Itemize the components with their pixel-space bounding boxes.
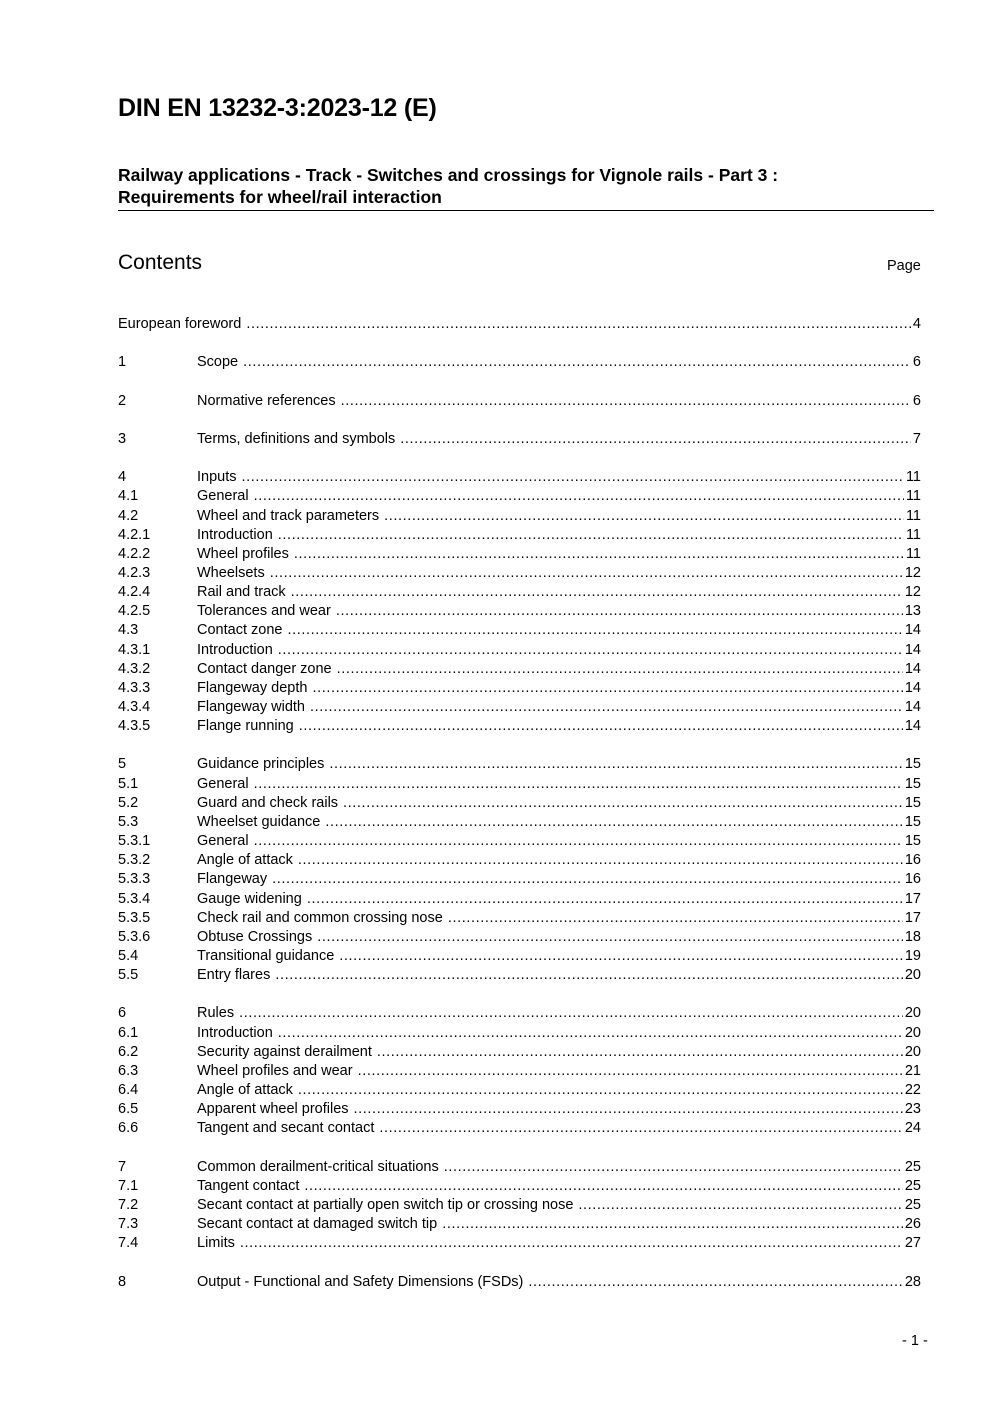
toc-entry-number: 6.2 — [118, 1043, 139, 1060]
toc-entry[interactable] — [118, 851, 921, 870]
toc-entry[interactable] — [118, 1234, 921, 1253]
toc-entry-title: Angle of attack — [197, 852, 293, 869]
toc-entry-number: 4.2.4 — [118, 584, 151, 601]
toc-entry-number: 5.3.4 — [118, 890, 151, 907]
toc-entry-page: 17 — [904, 890, 921, 907]
toc-entry[interactable] — [118, 890, 921, 909]
toc-entry[interactable] — [118, 430, 921, 449]
toc-entry-number: 7.2 — [118, 1196, 139, 1213]
toc-entry-title: Tangent contact — [197, 1177, 300, 1194]
page-number: - 1 - — [902, 1333, 928, 1349]
toc-dot-leader — [384, 507, 904, 526]
toc-entry-title: Limits — [197, 1235, 235, 1252]
toc-entry-title: Guidance principles — [197, 756, 325, 773]
toc-dot-leader — [377, 1043, 903, 1062]
toc-entry[interactable] — [118, 1215, 921, 1234]
toc-entry-number: 4.3.3 — [118, 679, 151, 696]
toc-entry-title: Angle of attack — [197, 1082, 293, 1098]
toc-entry[interactable] — [118, 1043, 921, 1062]
toc-entry-title: General — [197, 488, 249, 505]
toc-entry[interactable] — [118, 679, 921, 698]
toc-entry-page: 14 — [904, 679, 921, 696]
toc-dot-leader — [242, 468, 904, 487]
toc-entry-number: 4.3.2 — [118, 660, 151, 677]
toc-dot-leader — [379, 1119, 903, 1138]
toc-entry-page: 4 — [912, 316, 921, 332]
toc-entry-title: Common derailment-critical situations — [197, 1158, 439, 1175]
toc-dot-leader — [336, 602, 903, 621]
toc-entry-number: 5.2 — [118, 794, 139, 811]
document-title-line-2: Requirements for wheel/rail interaction — [118, 187, 442, 207]
toc-entry-title: Flangeway depth — [197, 679, 308, 696]
toc-entry[interactable] — [118, 315, 921, 334]
toc-entry[interactable] — [118, 832, 921, 851]
toc-entry-page: 25 — [904, 1158, 921, 1175]
toc-entry[interactable] — [118, 621, 921, 640]
toc-dot-leader — [307, 890, 903, 909]
toc-entry-page: 24 — [904, 1120, 921, 1137]
toc-entry-title: Scope — [197, 354, 239, 371]
toc-entry-page: 15 — [904, 794, 921, 811]
toc-entry-page: 18 — [904, 928, 921, 945]
toc-entry-title: Wheelset guidance — [197, 813, 321, 830]
toc-entry-number: 5.3.6 — [118, 928, 151, 945]
toc-dot-leader — [354, 1100, 903, 1119]
page-column-label: Page — [887, 258, 921, 274]
toc-entry-title: Wheel and track parameters — [197, 507, 380, 524]
toc-dot-leader — [246, 315, 911, 334]
contents-heading: Contents — [118, 251, 203, 274]
toc-dot-leader — [243, 353, 911, 372]
toc-entry[interactable] — [118, 1081, 921, 1100]
toc-entry-number: 4.2.2 — [118, 545, 151, 562]
toc-entry-title: Flangeway width — [197, 699, 305, 715]
toc-dot-leader — [278, 1024, 903, 1043]
toc-entry-title: Introduction — [197, 526, 273, 543]
toc-entry-page: 19 — [904, 947, 921, 964]
toc-entry-page: 11 — [905, 488, 921, 505]
toc-entry[interactable] — [118, 1100, 921, 1119]
toc-dot-leader — [358, 1062, 903, 1081]
toc-entry-page: 20 — [904, 1043, 921, 1060]
toc-entry[interactable] — [118, 928, 921, 947]
toc-dot-leader — [343, 794, 903, 813]
toc-entry[interactable] — [118, 755, 921, 774]
toc-entry-number: 3 — [118, 430, 127, 447]
toc-entry-title: Inputs — [197, 469, 237, 486]
document-id: DIN EN 13232-3:2023-12 (E) — [118, 94, 437, 122]
toc-entry-page: 11 — [905, 469, 921, 486]
toc-dot-leader — [254, 487, 904, 506]
title-divider — [118, 210, 934, 211]
toc-entry[interactable] — [118, 602, 921, 621]
toc-dot-leader — [239, 1004, 903, 1023]
toc-entry-page: 25 — [904, 1177, 921, 1194]
toc-entry-number: 4.2.3 — [118, 565, 151, 581]
toc-entry[interactable] — [118, 966, 921, 985]
toc-entry[interactable] — [118, 487, 921, 506]
toc-entry-title: Flange running — [197, 718, 294, 735]
toc-entry[interactable] — [118, 526, 921, 545]
toc-entry-page: 6 — [912, 354, 921, 371]
toc-entry-number: 4.2.5 — [118, 603, 151, 620]
toc-entry-page: 15 — [904, 775, 921, 792]
toc-entry-page: 6 — [912, 392, 921, 409]
toc-entry-title: European foreword — [118, 316, 242, 332]
toc-entry[interactable] — [118, 1273, 921, 1292]
toc-entry-title: Output - Functional and Safety Dimensions (FSDs) — [197, 1273, 524, 1290]
toc-entry-page: 14 — [904, 718, 921, 735]
toc-entry[interactable] — [118, 1119, 921, 1138]
toc-entry-page: 12 — [904, 584, 921, 601]
toc-entry-title: Secant contact at partially open switch tip or crossing nose — [197, 1196, 574, 1213]
toc-entry[interactable] — [118, 698, 921, 717]
toc-entry-title: Contact zone — [197, 622, 283, 639]
toc-entry[interactable] — [118, 564, 921, 583]
toc-entry-title: Security against derailment — [197, 1043, 372, 1060]
toc-entry-title: Check rail and common crossing nose — [197, 909, 443, 926]
toc-entry-number: 2 — [118, 392, 127, 409]
toc-entry-page: 14 — [904, 660, 921, 677]
toc-entry[interactable] — [118, 507, 921, 526]
toc-dot-leader — [275, 966, 903, 985]
toc-dot-leader — [298, 851, 903, 870]
toc-entry-number: 6.4 — [118, 1082, 139, 1098]
toc-dot-leader — [312, 679, 902, 698]
toc-entry-page: 20 — [904, 1024, 921, 1041]
toc-entry-page: 12 — [904, 565, 921, 581]
toc-dot-leader — [304, 1177, 902, 1196]
toc-entry-number: 5.3.3 — [118, 871, 151, 888]
toc-dot-leader — [298, 1081, 903, 1100]
toc-entry-number: 5.5 — [118, 967, 139, 984]
toc-entry-number: 5.4 — [118, 947, 139, 964]
toc-entry[interactable] — [118, 641, 921, 660]
toc-entry-title: General — [197, 775, 249, 792]
toc-entry-title: Guard and check rails — [197, 794, 339, 811]
toc-entry-title: Normative references — [197, 392, 336, 409]
toc-entry-title: Tangent and secant contact — [197, 1120, 375, 1137]
toc-entry-number: 4.2.1 — [118, 526, 151, 543]
toc-entry-number: 4.1 — [118, 488, 139, 505]
toc-entry-number: 5.3.5 — [118, 909, 151, 926]
toc-entry[interactable] — [118, 794, 921, 813]
toc-entry-page: 28 — [904, 1273, 921, 1290]
toc-entry-number: 4 — [118, 469, 127, 486]
toc-entry[interactable] — [118, 1158, 921, 1177]
toc-dot-leader — [278, 526, 904, 545]
toc-entry[interactable] — [118, 775, 921, 794]
toc-entry-number: 7.4 — [118, 1235, 139, 1252]
toc-entry-number: 5.3 — [118, 813, 139, 830]
toc-entry-title: Gauge widening — [197, 890, 302, 907]
toc-entry-page: 11 — [905, 545, 921, 562]
toc-entry-page: 20 — [904, 1005, 921, 1022]
toc-dot-leader — [272, 870, 903, 889]
toc-entry-title: Flangeway — [197, 871, 268, 888]
toc-entry-number: 8 — [118, 1273, 127, 1290]
toc-dot-leader — [329, 755, 903, 774]
toc-entry-number: 5.1 — [118, 775, 139, 792]
toc-entry-number: 7.1 — [118, 1177, 139, 1194]
toc-entry-page: 14 — [904, 699, 921, 715]
toc-dot-leader — [299, 717, 903, 736]
toc-entry-title: Wheel profiles — [197, 545, 289, 562]
toc-entry-title: Wheelsets — [197, 565, 265, 581]
toc-entry-number: 5.3.2 — [118, 852, 151, 869]
toc-entry-title: Entry flares — [197, 967, 271, 984]
toc-entry-number: 7 — [118, 1158, 127, 1175]
toc-dot-leader — [310, 698, 903, 717]
toc-entry-number: 6.1 — [118, 1024, 139, 1041]
toc-entry-page: 14 — [904, 622, 921, 639]
toc-entry-page: 15 — [904, 813, 921, 830]
toc-entry-number: 6 — [118, 1005, 127, 1022]
toc-entry-page: 26 — [904, 1216, 921, 1232]
toc-entry-page: 17 — [904, 909, 921, 926]
toc-entry-number: 5.3.1 — [118, 833, 151, 849]
toc-entry-page: 23 — [904, 1101, 921, 1118]
toc-entry-page: 16 — [904, 871, 921, 888]
toc-entry[interactable] — [118, 660, 921, 679]
toc-dot-leader — [278, 641, 903, 660]
toc-entry-page: 21 — [904, 1062, 921, 1079]
toc-entry-title: Obtuse Crossings — [197, 928, 313, 945]
toc-dot-leader — [448, 909, 903, 928]
toc-dot-leader — [317, 928, 903, 947]
toc-dot-leader — [270, 564, 903, 583]
toc-dot-leader — [287, 621, 902, 640]
toc-entry-title: Introduction — [197, 641, 273, 658]
toc-entry-page: 16 — [904, 852, 921, 869]
toc-entry-title: Introduction — [197, 1024, 273, 1041]
toc-dot-leader — [442, 1215, 903, 1234]
toc-entry[interactable] — [118, 870, 921, 889]
toc-entry-title: Terms, definitions and symbols — [197, 430, 396, 447]
toc-entry[interactable] — [118, 1177, 921, 1196]
toc-entry-title: Contact danger zone — [197, 660, 332, 677]
toc-entry-page: 13 — [904, 603, 921, 620]
toc-entry-number: 6.3 — [118, 1062, 139, 1079]
toc-entry-number: 7.3 — [118, 1216, 139, 1232]
toc-entry[interactable] — [118, 392, 921, 411]
toc-entry-title: Apparent wheel profiles — [197, 1101, 349, 1118]
toc-dot-leader — [240, 1234, 903, 1253]
toc-entry-number: 6.5 — [118, 1101, 139, 1118]
toc-entry-number: 6.6 — [118, 1120, 139, 1137]
toc-entry-page: 20 — [904, 967, 921, 984]
toc-entry-number: 5 — [118, 756, 127, 773]
toc-dot-leader — [254, 775, 903, 794]
toc-entry-title: Tolerances and wear — [197, 603, 331, 620]
document-title-line-1: Railway applications - Track - Switches and crossings for Vignole rails - Part 3 : — [118, 165, 779, 185]
toc-dot-leader — [339, 947, 903, 966]
toc-dot-leader — [578, 1196, 902, 1215]
toc-entry[interactable] — [118, 1196, 921, 1215]
toc-dot-leader — [400, 430, 911, 449]
toc-entry-page: 14 — [904, 641, 921, 658]
toc-entry-title: Secant contact at damaged switch tip — [197, 1216, 438, 1232]
toc-entry[interactable] — [118, 813, 921, 832]
toc-dot-leader — [291, 583, 903, 602]
toc-entry-number: 1 — [118, 354, 127, 371]
toc-dot-leader — [444, 1158, 903, 1177]
toc-entry[interactable] — [118, 545, 921, 564]
toc-entry-page: 7 — [912, 430, 921, 447]
toc-entry-number: 4.3 — [118, 622, 139, 639]
toc-entry-page: 22 — [904, 1082, 921, 1098]
toc-entry[interactable] — [118, 909, 921, 928]
toc-entry-page: 15 — [904, 756, 921, 773]
toc-entry-page: 15 — [904, 833, 921, 849]
toc-entry-title: General — [197, 833, 249, 849]
toc-entry[interactable] — [118, 1004, 921, 1023]
toc-entry-title: Rail and track — [197, 584, 286, 601]
toc-entry-number: 4.3.1 — [118, 641, 151, 658]
toc-entry[interactable] — [118, 583, 921, 602]
document-title — [118, 164, 933, 208]
toc-entry-page: 27 — [904, 1235, 921, 1252]
toc-entry[interactable] — [118, 717, 921, 736]
toc-entry-number: 4.3.5 — [118, 718, 151, 735]
toc-entry-page: 11 — [905, 507, 921, 524]
toc-entry[interactable] — [118, 947, 921, 966]
toc-entry-number: 4.3.4 — [118, 699, 151, 715]
toc-entry[interactable] — [118, 353, 921, 372]
toc-entry-number: 4.2 — [118, 507, 139, 524]
toc-entry[interactable] — [118, 1062, 921, 1081]
toc-entry-page: 25 — [904, 1196, 921, 1213]
toc-entry[interactable] — [118, 1024, 921, 1043]
toc-dot-leader — [294, 545, 904, 564]
toc-dot-leader — [528, 1273, 902, 1292]
toc-entry-title: Rules — [197, 1005, 235, 1022]
toc-dot-leader — [254, 832, 903, 851]
toc-entry-title: Transitional guidance — [197, 947, 335, 964]
toc-entry-title: Wheel profiles and wear — [197, 1062, 353, 1079]
toc-dot-leader — [325, 813, 903, 832]
toc-entry-page: 11 — [905, 526, 921, 543]
toc-dot-leader — [341, 392, 911, 411]
toc-dot-leader — [337, 660, 903, 679]
toc-entry[interactable] — [118, 468, 921, 487]
